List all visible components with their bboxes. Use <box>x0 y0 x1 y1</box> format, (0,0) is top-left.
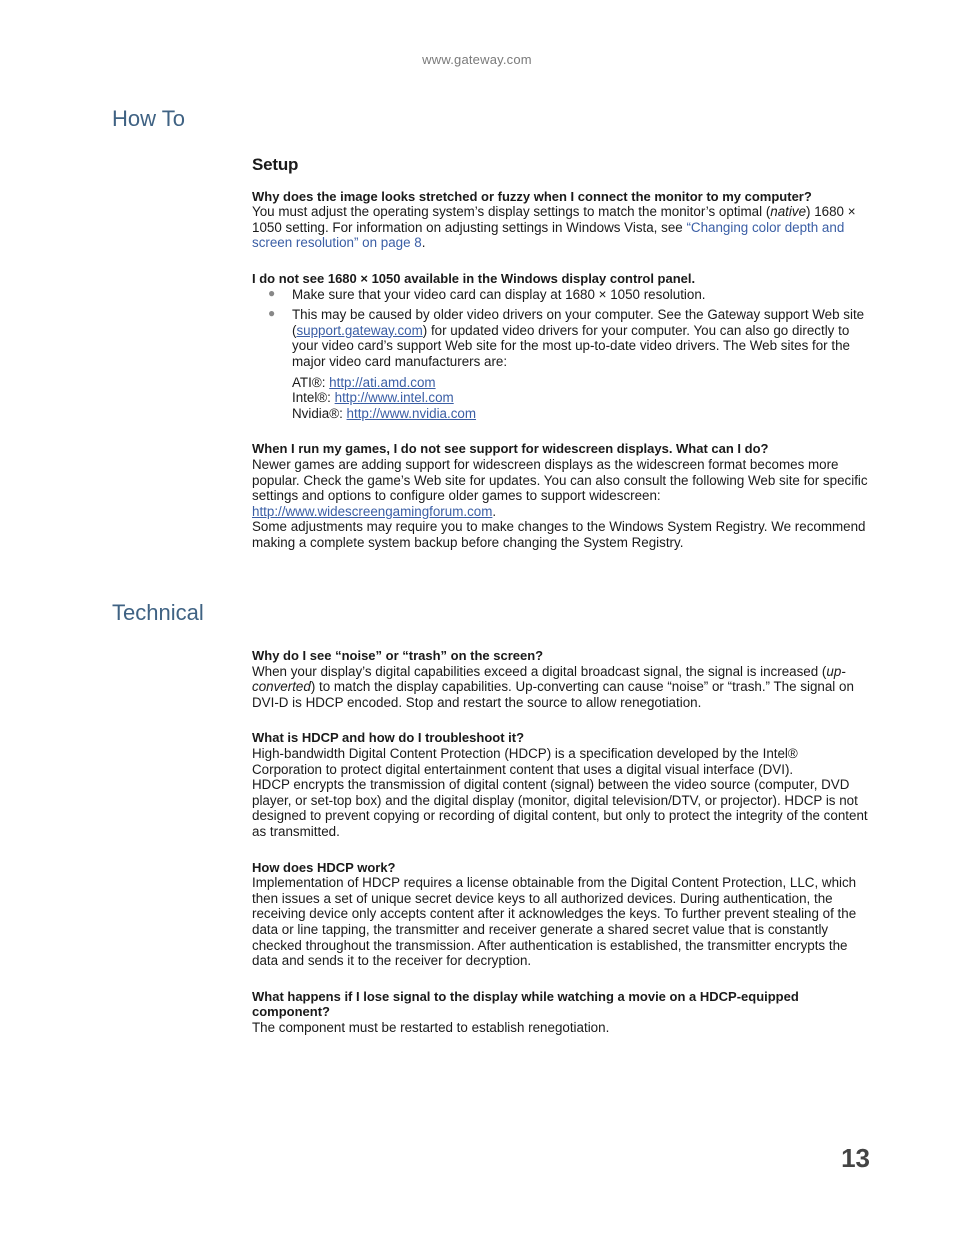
resolution-tips-list <box>252 287 868 370</box>
list-item: ● Make sure that your video card can display at 1680 × 1050 resolution. <box>268 285 706 302</box>
header-url: www.gateway.com <box>422 52 532 67</box>
question-lose-signal: What happens if I lose signal to the display while watching a movie on a HDCP-equipped component? <box>252 988 799 1020</box>
technical-content <box>252 648 868 1035</box>
bullet-icon: ● <box>268 306 276 321</box>
question-resolution-unavailable: I do not see 1680 × 1050 available in the Windows display control panel. <box>252 270 696 286</box>
bullet-icon: ● <box>268 285 276 300</box>
widescreen-forum-link[interactable]: http://www.widescreengamingforum.com <box>252 503 493 519</box>
question-widescreen-games: When I run my games, I do not see support for widescreen displays. What can I do? <box>252 441 769 457</box>
list-item: ● This may be caused by older video drivers on your computer. See the Gateway support Web site (support.gateway.com) for updated video drivers for your computer. You can also go directly to your video card’s support Web site for the most up-to-date video drivers. The Web sites for the major video card manufacturers are: <box>268 306 865 369</box>
answer-noise-trash: When your display’s digital capabilities exceed a digital broadcast signal, the signal is increased (up-converted) to match the display capabilities. Up-converting can cause “noise” or “trash.” The signal on DVI-D is HDCP encoded. Stop and restart the source to allow renegotiation. <box>252 663 854 710</box>
subsection-title-setup: Setup <box>252 155 299 174</box>
answer-lose-signal: The component must be restarted to establish renegotiation. <box>252 1019 610 1035</box>
answer-what-is-hdcp-1: High-bandwidth Digital Content Protection (HDCP) is a specification developed by the Intel® Corporation to protect digital entertainment content that uses a digital visual interface (DVI). <box>252 745 798 777</box>
question-stretched-image: Why does the image looks stretched or fuzzy when I connect the monitor to my computer? <box>252 188 812 204</box>
question-noise-trash: Why do I see “noise” or “trash” on the screen? <box>252 648 544 663</box>
page-number: 13 <box>841 1143 870 1173</box>
answer-how-hdcp-works: Implementation of HDCP requires a license obtainable from the Digital Content Protection, LLC, which then issues a set of unique secret device keys to all authorized devices. During authentication, the receiving device only accepts content after it acknowledges the keys. To further prevent stealing of the data or line tapping, the transmitter and receiver generate a shared secret value that is constantly checked throughout the transmission. After authentication is established, the transmitter encrypts the data and sends it to the receiver for decryption. <box>252 875 857 969</box>
answer-stretched-image: You must adjust the operating system’s display settings to match the monitor’s optimal (native) 1680 × 1050 setting. For information on adjusting settings in Windows Vista, see “Changing color depth and screen resolution” on page 8. <box>252 204 856 251</box>
answer-registry-note: Some adjustments may require you to make changes to the Windows System Registry. We recommend making a complete system backup before changing the System Registry. <box>252 519 866 550</box>
section-title-technical: Technical <box>112 600 204 625</box>
how-to-content <box>252 157 868 550</box>
section-title-how-to: How To <box>112 106 185 131</box>
ati-link[interactable]: http://ati.amd.com <box>329 374 436 390</box>
intel-link[interactable]: http://www.intel.com <box>334 390 454 406</box>
nvidia-link[interactable]: http://www.nvidia.com <box>346 405 477 421</box>
support-gateway-link[interactable]: support.gateway.com <box>296 322 423 338</box>
cross-reference-link[interactable]: “Changing color depth and screen resolution” on page 8 <box>252 219 845 251</box>
question-how-hdcp-works: How does HDCP work? <box>252 859 396 875</box>
answer-what-is-hdcp-2: HDCP encrypts the transmission of digital content (signal) between the video source (computer, DVD player, or set-top box) and the digital display (monitor, digital television/DTV, or projector). HDCP is not designed to prevent copying or recording of digital content, but only to protect the integrity of the content as transmitted. <box>252 777 868 839</box>
manufacturer-sites: ATI®: http://ati.amd.com Intel®: http://www.intel.com Nvidia®: http://www.nvidia.com <box>292 374 477 421</box>
question-what-is-hdcp: What is HDCP and how do I troubleshoot it? <box>252 730 525 746</box>
answer-widescreen-games: Newer games are adding support for widescreen displays as the widescreen format becomes more popular. Check the game’s Web site for updates. You can also consult the following Web site for specific settings and options to configure older games to support widescreen: http://www.widescreengamingforum.com. <box>252 456 868 519</box>
